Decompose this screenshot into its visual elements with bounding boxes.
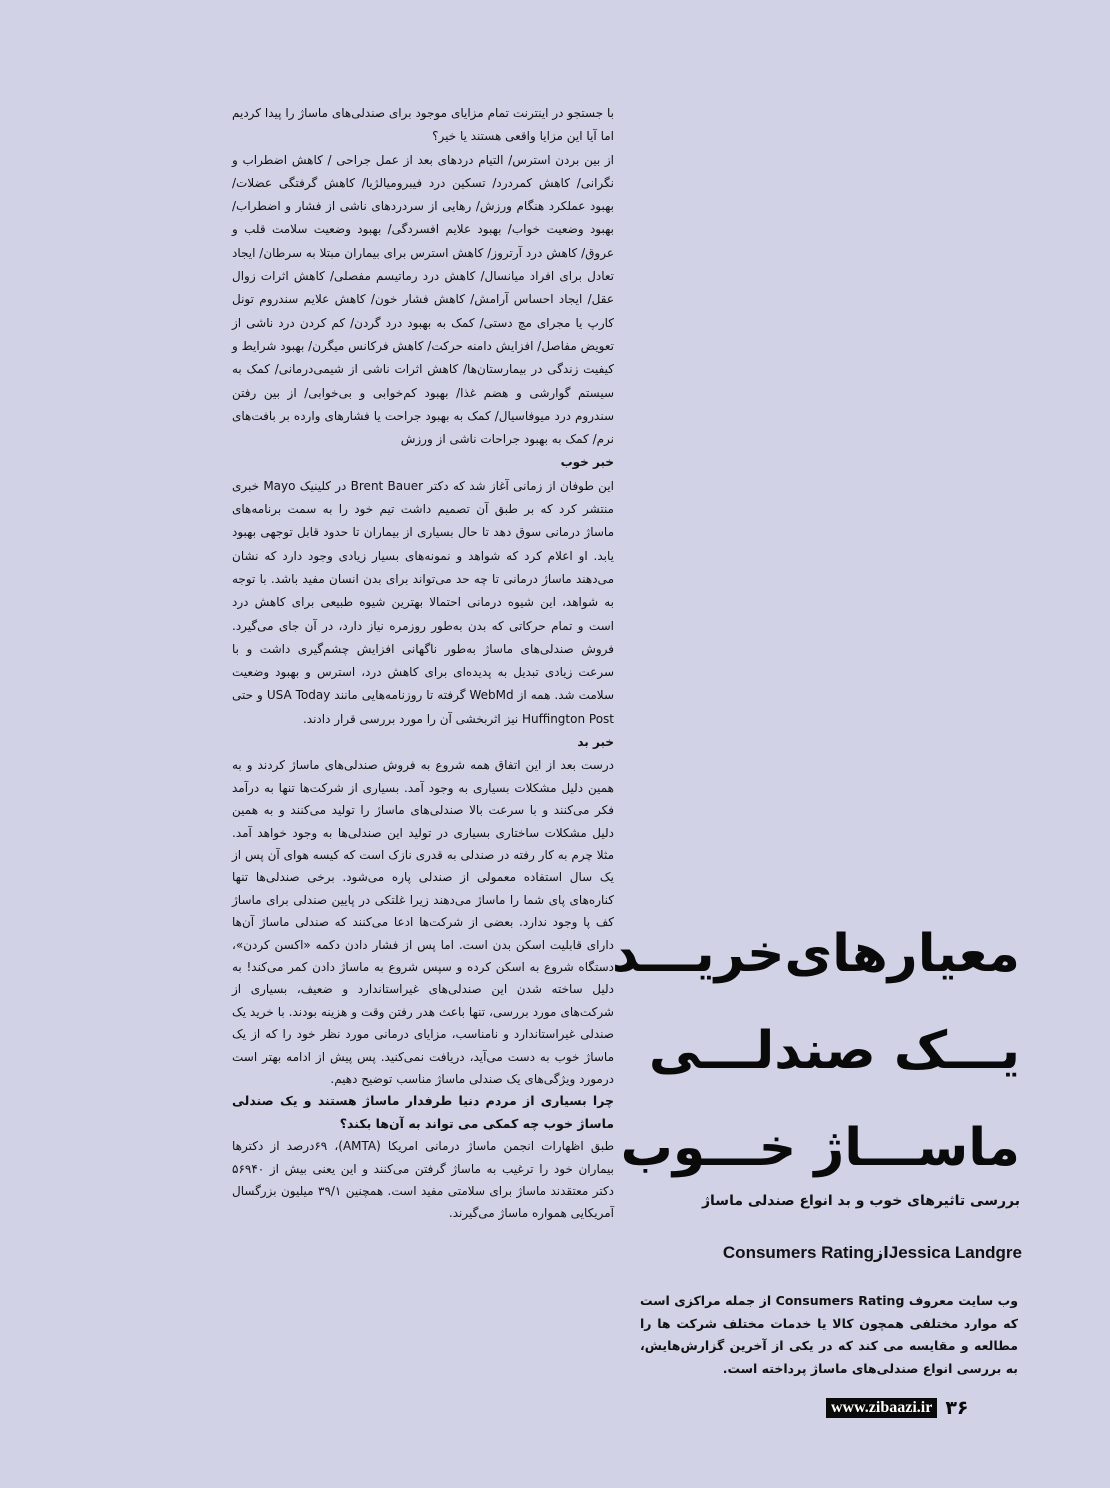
question-heading: چرا بسیاری از مردم دنیا طرفدار ماساژ هستند و یک صندلی ماساژ خوب چه کمکی می‌ تواند به آن‌ها بکند؟ (232, 1093, 614, 1131)
article-subtitle: بررسی تاثیرهای خوب و بد انواع صندلی ماساژ (701, 1193, 1020, 1209)
benefits-list: از بین بردن استرس/ التیام دردهای بعد از عمل جراحی / کاهش اضطراب و نگرانی/ کاهش کمردرد/ تسکین درد فیبرومیالژیا/ کاهش گرفتگی عضلات/ بهبود عملکرد هنگام ورزش/ رهایی از سردردهای ناشی از فشار و اضطراب/ بهبود وضعیت خواب/ بهبود علایم افسردگی/ بهبود وضعیت سلامت قلب و عروق/ کاهش درد آرتروز/ کاهش استرس برای بیماران مبتلا به سرطان/ ایجاد تعادل برای افراد میانسال/ کاهش درد رماتیسم مفصلی/ کاهش اثرات زوال عقل/ ایجاد احساس آرامش/ کاهش فشار خون/ کاهش علایم سندروم تونل کارپ یا مجرای مچ دستی/ کمک به بهبود درد گردن/ کم کردن درد ناشی از تعویض مفاصل/ افزایش دامنه حرکت/ کاهش فرکانس میگرن/ بهبود شرایط و کیفیت زندگی در بیمارستان‌ها/ کاهش اثرات ناشی از شیمی‌درمانی/ کمک به سیستم گوارشی و هضم غذا/ بهبود کم‌خوابی و بی‌خوابی/ از بین رفتن سندروم درد میوفاسیال/ کمک به بهبود جراحت یا فشارهای وارده بر بافت‌های نرم/ کمک به بهبود جراحات ناشی از ورزش (232, 152, 614, 447)
site-url[interactable]: www.zibaazi.ir (826, 1398, 937, 1418)
page-number: ۳۶ (945, 1397, 969, 1419)
page-footer (826, 1396, 969, 1420)
amta-paragraph: طبق اظهارات انجمن ماساژ درمانی امریکا (AMTA)، ۶۹درصد از دکترها بیماران خود را ترغیب به ماساژ گرفتن می‌کنند و این یعنی بیش از ۵۶۹۴۰ دکتر معتقدند ماساژ برای سلامتی مفید است. همچنین ۳۹/۱ میلیون بزرگسال آمریکایی همواره ماساژ می‌گیرند. (232, 1139, 614, 1221)
headline-line-1: معیارهای‌خریـــد (611, 924, 1020, 984)
article-headline (611, 906, 1020, 1197)
byline-connector: از (874, 1243, 889, 1262)
bad-news-paragraph: درست بعد از این اتفاق همه شروع به فروش صندلی‌های ماساژ کردند و به همین دلیل مشکلات بسیاری به وجود آمد. بسیاری از شرکت‌ها تنها به درآمد فکر می‌کنند و با سرعت بالا صندلی‌های ماساژ را تولید می‌کنند و به همین دلیل مشکلات ساختاری بسیاری در تولید این صندلی‌ها به وجود خواهد آمد. مثلا چرم به کار رفته در صندلی به قدری نازک است که کیسه هوای آن پس از یک سال استفاده معمولی از صندلی پاره می‌شود. برخی صندلی‌ها تنها کناره‌های پای شما را ماساژ می‌دهند زیرا غلتکی در پایین صندلی برای ماساژ کف پا وجود ندارد. بعضی از شرکت‌ها ادعا می‌کنند که صندلی ماساژ آن‌ها دارای قابلیت اسکن بدن است. اما پس از فشار دادن دکمه «اکسن کردن»، دستگاه شروع به اسکن کرده و سپس شروع به ماساژ دادن کمر می‌کند! به دلیل ساخته شدن این صندلی‌های غیراستاندارد و ضعیف، بسیاری از شرکت‌های مورد بررسی، تنها باعث هدر رفتن وقت و هزینه بودند. با خرید یک صندلی غیراستاندارد و نامناسب، مزایای درمانی مورد نظر خود را که از یک ماساژ خوب به دست می‌آید، دریافت نمی‌کنید. پس پیش از ادامه بهتر است درمورد ویژگی‌های یک صندلی ماساژ مناسب توضیح دهیم. (232, 758, 614, 1086)
byline (640, 1238, 1022, 1268)
intro-question: با جستجو در اینترنت تمام مزایای موجود برای صندلی‌های ماساژ را پیدا کردیم اما آیا این مزایا واقعی هستند یا خیر؟ (232, 106, 614, 144)
headline-line-3: ماســـاژ خـــوب (620, 1118, 1020, 1178)
byline-source: Consumers Rating (722, 1243, 875, 1262)
bad-news-heading: خبر بد (577, 735, 614, 750)
headline-line-2: یـــک صندلـــی (648, 1021, 1020, 1081)
good-news-heading: خبر خوب (560, 455, 614, 470)
byline-author: Jessica Landgre (888, 1243, 1022, 1262)
good-news-paragraph: این طوفان از زمانی آغاز شد که دکتر Brent Bauer در کلینیک Mayo خبری منتشر کرد که بر طبق آن تصمیم داشت تیم خود را به سمت برنامه‌های ماساژ درمانی سوق دهد تا حال بسیاری از بیماران تا حدود قابل توجهی بهبود یابد. او اعلام کرد که شواهد و نمونه‌های بسیار زیادی وجود دارد که نشان می‌دهند ماساژ درمانی تا چه حد می‌تواند برای بدن انسان مفید باشد. با توجه به شواهد، این شیوه درمانی احتمالا بهترین شیوه طبیعی برای کاهش درد است و تمام حرکاتی که بدن به‌طور روزمره نیاز دارد، در آن جای می‌گیرد. فروش صندلی‌های ماساژ به‌طور ناگهانی افزایش چشم‌گیری داشت و با سرعت زیادی تبدیل به پدیده‌ای برای کاهش درد، استرس و بهبود وضعیت سلامت شد. همه از WebMd گرفته تا روزنامه‌هایی مانند USA Today و حتی Huffington Post نیز اثربخشی آن را مورد بررسی قرار دادند. (232, 478, 615, 726)
lead-paragraph: وب سایت معروف Consumers Rating از جمله مراکزی است که موارد مختلفی همچون کالا یا خدمات مختلف شرکت ها را مطالعه و مقایسه می کند که در یکی از آخرین گزارش‌هایش، به بررسی انواع صندلی‌های ماساژ پرداخته است. (640, 1293, 1018, 1376)
article-body (232, 102, 614, 1225)
